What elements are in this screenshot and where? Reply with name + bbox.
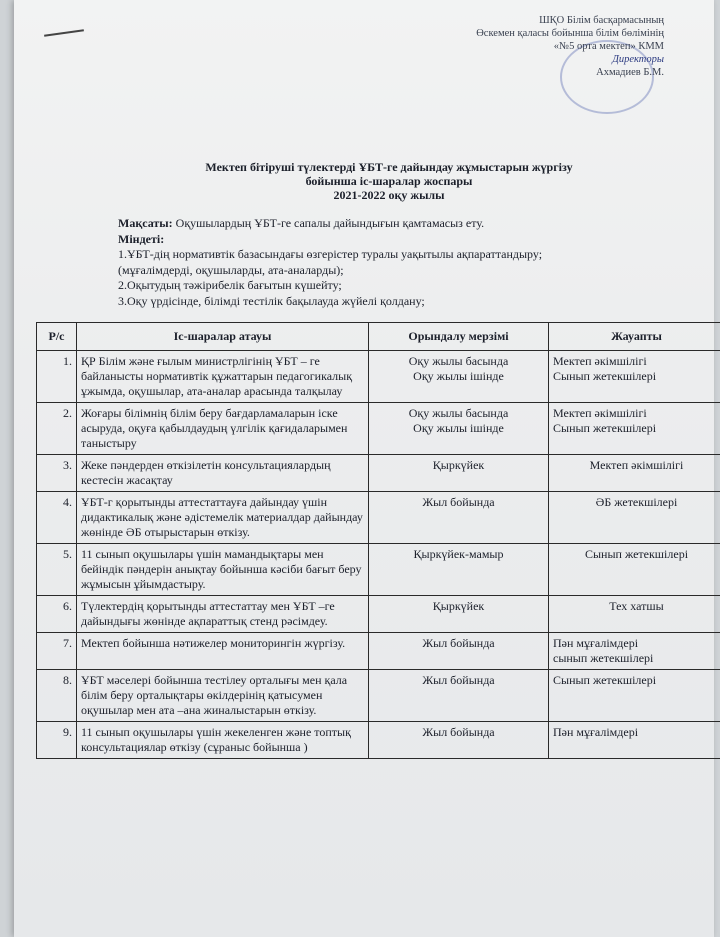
- header-term: Орындалу мерзімі: [369, 323, 549, 351]
- responsible-line: Мектеп әкімшілігі: [553, 406, 647, 420]
- term-line: Жыл бойында: [422, 495, 495, 509]
- row-responsible: [549, 492, 720, 544]
- table-row: [37, 670, 720, 722]
- approval-line: Өскемен қаласы бойынша білім бөлімінің: [476, 28, 664, 39]
- responsible-line: Пән мұғалімдері: [553, 636, 639, 650]
- row-event: 11 сынып оқушылары үшін жекеленген және топтық консультациялар өткізу (сұраныс бойынша ): [77, 722, 369, 759]
- table-row: [37, 351, 720, 403]
- table-row: [37, 403, 720, 455]
- aim-line: [118, 216, 698, 232]
- row-responsible: [549, 455, 720, 492]
- row-number: 2.: [37, 403, 77, 455]
- row-event: ҰБТ мәселері бойынша тестілеу орталығы мен қала білім беру орталықтары өкілдерінің қатысумен оқушылар мен ата –ана жиналыстарын өткізу.: [77, 670, 369, 722]
- row-term: [369, 351, 549, 403]
- row-number: 6.: [37, 596, 77, 633]
- row-event: Түлектердің қорытынды аттестаттау мен ҰБТ –ге дайындығы жөнінде ақпараттық стенд рәсімдеу.: [77, 596, 369, 633]
- title-line: Мектеп бітіруші түлектерді ҰБТ-ге дайындау жұмыстарын жүргізу: [205, 160, 573, 174]
- approval-line: «№5 орта мектеп» КММ: [553, 41, 664, 52]
- row-responsible: [549, 544, 720, 596]
- responsible-line: Сынып жетекшілері: [553, 421, 657, 435]
- row-number: 8.: [37, 670, 77, 722]
- table-row: [37, 544, 720, 596]
- responsible-line: Сынып жетекшілері: [553, 673, 657, 687]
- title-year: 2021-2022 оқу жылы: [333, 188, 445, 202]
- row-responsible: [549, 670, 720, 722]
- responsible-line: сынып жетекшілері: [553, 651, 654, 665]
- term-line: Қыркүйек: [432, 458, 485, 472]
- row-term: [369, 670, 549, 722]
- tasks-label: Міндеті:: [118, 231, 165, 246]
- responsible-line: Мектеп әкімшілігі: [589, 458, 684, 472]
- term-line: Оқу жылы басында: [408, 354, 509, 368]
- row-term: [369, 596, 549, 633]
- header-num: Р/с: [37, 323, 77, 351]
- row-number: 4.: [37, 492, 77, 544]
- goals-section: [118, 216, 698, 309]
- row-term: [369, 722, 549, 759]
- row-number: 3.: [37, 455, 77, 492]
- row-event: ҰБТ-г қорытынды аттестаттауға дайындау үшін дидактикалық және әдістемелік материалдар дайындау жөнінде ӘБ отырыстарын өткізу.: [77, 492, 369, 544]
- table-header-row: [37, 323, 720, 351]
- term-line: Жыл бойында: [422, 636, 495, 650]
- row-number: 9.: [37, 722, 77, 759]
- row-event: ҚР Білім және ғылым министрлігінің ҰБТ – ге байланысты нормативтік құжаттарын педагогикалық ұжымда, оқушылар, ата-аналар арасында талқылау: [77, 351, 369, 403]
- row-event: Мектеп бойынша нәтижелер мониторингін жүргізу.: [77, 633, 369, 670]
- document-title: [134, 160, 644, 202]
- aim-text: Оқушылардың ҰБТ-ге сапалы дайындығын қамтамасыз ету.: [172, 216, 485, 230]
- term-line: Жыл бойында: [422, 725, 495, 739]
- approval-block: [364, 14, 664, 79]
- table-row: [37, 633, 720, 670]
- header-event: Іс-шаралар атауы: [77, 323, 369, 351]
- row-event: Жоғары білімнің білім беру бағдарламаларын іске асыруда, оқуға қабылдаудың үлгілік қағидаларымен таныстыру: [77, 403, 369, 455]
- row-term: [369, 633, 549, 670]
- table-row: [37, 492, 720, 544]
- row-term: [369, 455, 549, 492]
- task-item: (мұғалімдерді, оқушыларды, ата-аналарды);: [118, 262, 344, 277]
- header-responsible: Жауапты: [549, 323, 720, 351]
- responsible-line: Мектеп әкімшілігі: [553, 354, 647, 368]
- term-line: Қыркүйек: [432, 599, 485, 613]
- task-item: 1.ҰБТ-дің нормативтік базасындағы өзгерістер туралы уақытылы ақпараттандыру;: [118, 247, 543, 261]
- approval-line: ШҚО Білім басқармасының: [539, 15, 664, 26]
- row-number: 1.: [37, 351, 77, 403]
- task-item: 2.Оқытудың тәжірибелік бағытын күшейту;: [118, 278, 342, 292]
- term-line: Оқу жылы ішінде: [413, 421, 504, 435]
- table-row: [37, 722, 720, 759]
- table-row: [37, 596, 720, 633]
- corner-dash-mark: [44, 29, 84, 37]
- term-line: Қыркүйек-мамыр: [413, 547, 504, 561]
- aim-label: Мақсаты:: [118, 216, 173, 230]
- row-term: [369, 403, 549, 455]
- row-term: [369, 492, 549, 544]
- row-responsible: [549, 596, 720, 633]
- row-responsible: [549, 351, 720, 403]
- table-row: [37, 455, 720, 492]
- row-event: Жеке пәндерден өткізілетін консультациялардың кестесін жасақтау: [77, 455, 369, 492]
- approval-signature: Ахмадиев Б.М.: [596, 67, 664, 78]
- responsible-line: Сынып жетекшілері: [584, 547, 689, 561]
- row-responsible: [549, 722, 720, 759]
- document-page: [14, 0, 714, 937]
- row-number: 5.: [37, 544, 77, 596]
- row-number: 7.: [37, 633, 77, 670]
- table-body: [37, 351, 720, 759]
- approval-line: Директоры: [612, 54, 664, 65]
- row-responsible: [549, 633, 720, 670]
- responsible-line: Тех хатшы: [609, 599, 664, 613]
- responsible-line: Пән мұғалімдері: [553, 725, 639, 739]
- row-term: [369, 544, 549, 596]
- responsible-line: ӘБ жетекшілері: [595, 495, 678, 509]
- events-table: [36, 322, 720, 759]
- responsible-line: Сынып жетекшілері: [553, 369, 657, 383]
- row-event: 11 сынып оқушылары үшін мамандықтары мен бейіндік пәндерін анықтау бойынша кәсіби бағыт беру жұмысын ұйымдастыру.: [77, 544, 369, 596]
- title-line: бойынша іс-шаралар жоспары: [305, 174, 473, 188]
- term-line: Жыл бойында: [422, 673, 495, 687]
- term-line: Оқу жылы ішінде: [413, 369, 504, 383]
- task-item: 3.Оқу үрдісінде, білімді тестілік бақылауда жүйелі қолдану;: [118, 293, 425, 308]
- row-responsible: [549, 403, 720, 455]
- term-line: Оқу жылы басында: [408, 406, 509, 420]
